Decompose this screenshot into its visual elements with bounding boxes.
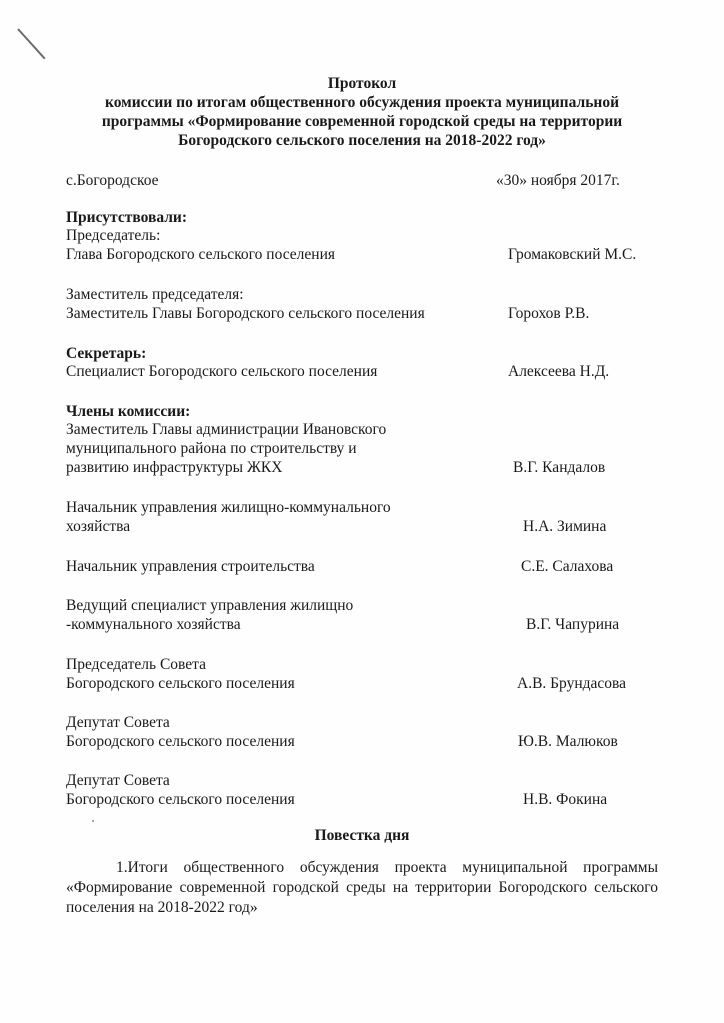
member-2-line-2: хозяйства — [66, 518, 131, 535]
member-6-line-2: Богородского сельского поселения — [66, 733, 295, 750]
member-7-line-1: Депутат Совета — [66, 772, 170, 789]
member-4-line-2: -коммунального хозяйства — [66, 616, 241, 633]
agenda-item-1-text: 1.Итоги общественного обсуждения проекта муниципальной программы «Формирование современной городской среды на территории Богородского сельского поселения на 2018-2022 год» — [66, 859, 658, 916]
member-7-name: Н.В. Фокина — [523, 791, 608, 808]
member-6-line-1: Депутат Совета — [66, 714, 170, 731]
scan-mark — [17, 28, 45, 59]
document-subtitle-line-3: Богородского сельского поселения на 2018-2022 год» — [178, 132, 546, 149]
document-title: Протокол — [327, 75, 397, 92]
member-1-line-1: Заместитель Главы администрации Ивановского — [66, 421, 387, 438]
scan-speck — [92, 820, 94, 822]
member-4-name: В.Г. Чапурина — [526, 616, 620, 633]
member-3-line-1: Начальник управления строительства — [66, 558, 315, 575]
agenda-item-1 — [66, 858, 658, 918]
deputy-chair-name: Горохов Р.В. — [508, 305, 590, 322]
document-title-block — [0, 74, 724, 150]
member-6-name: Ю.В. Малюков — [518, 733, 618, 750]
member-5-line-2: Богородского сельского поселения — [66, 675, 295, 692]
member-2-line-1: Начальник управления жилищно-коммунального — [66, 499, 391, 516]
date: «30» ноября 2017г. — [496, 172, 620, 189]
member-1-line-2: муниципального района по строительству и — [66, 440, 357, 457]
present-heading: Присутствовали: — [66, 209, 188, 226]
deputy-chair-position: Заместитель Главы Богородского сельского поселения — [66, 305, 425, 322]
secretary-name: Алексеева Н.Д. — [508, 363, 610, 380]
member-5-line-1: Председатель Совета — [66, 656, 206, 673]
member-4-line-1: Ведущий специалист управления жилищно — [66, 597, 354, 614]
member-1-name: В.Г. Кандалов — [513, 459, 606, 476]
chair-role: Председатель: — [66, 227, 161, 244]
place: с.Богородское — [66, 172, 159, 189]
chair-position: Глава Богородского сельского поселения — [66, 246, 335, 263]
deputy-chair-role: Заместитель председателя: — [66, 286, 244, 303]
members-heading: Члены комиссии: — [66, 403, 191, 420]
member-7-line-2: Богородского сельского поселения — [66, 791, 295, 808]
secretary-heading: Секретарь: — [66, 345, 147, 362]
document-subtitle-line-1: комиссии по итогам общественного обсуждения проекта муниципальной — [104, 94, 619, 111]
secretary-position: Специалист Богородского сельского поселения — [66, 363, 378, 380]
agenda-heading: Повестка дня — [314, 827, 410, 844]
member-3-name: С.Е. Салахова — [521, 558, 614, 575]
member-2-name: Н.А. Зимина — [523, 518, 607, 535]
chair-name: Громаковский М.С. — [508, 246, 637, 263]
member-5-name: А.В. Брундасова — [517, 675, 627, 692]
member-1-line-3: развитию инфраструктуры ЖКХ — [66, 459, 283, 476]
document-subtitle-line-2: программы «Формирование современной городской среды на территории — [101, 113, 623, 130]
